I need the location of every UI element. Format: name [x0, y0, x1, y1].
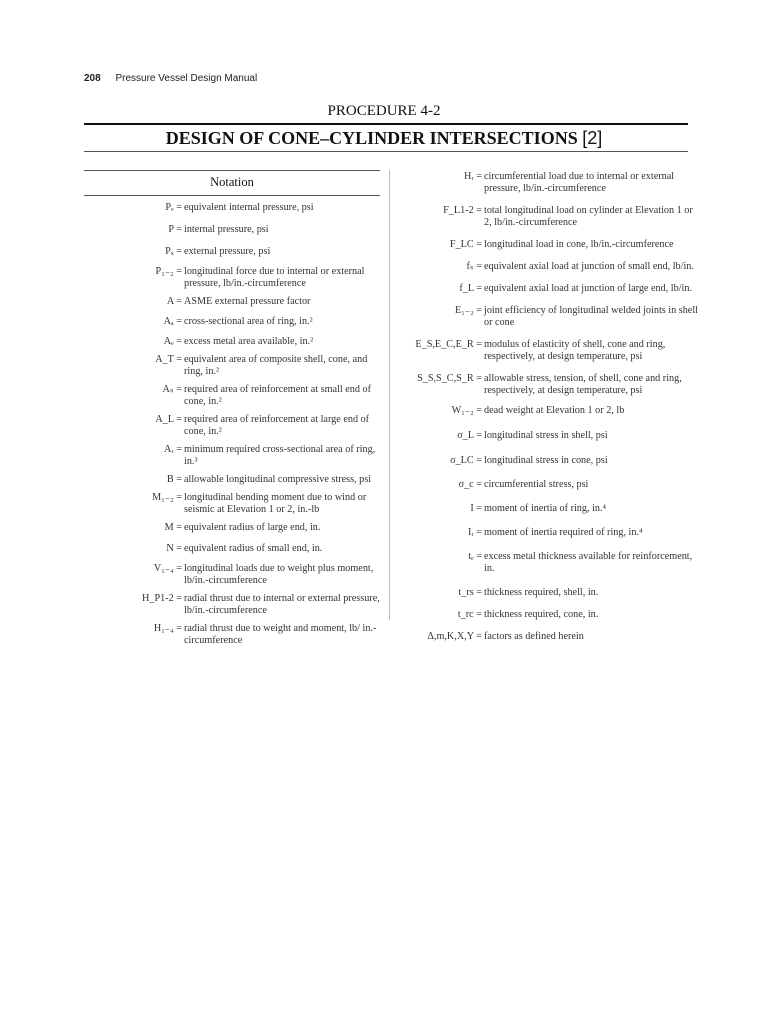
notation-symbol: F_L1-2 = [443, 205, 482, 216]
notation-symbol: A = [166, 296, 182, 307]
notation-symbol: F_LC = [449, 239, 482, 250]
notation-symbol: B = [166, 474, 182, 485]
notation-entry [84, 336, 384, 348]
notation-description: longitudinal stress in shell, psi [484, 430, 608, 441]
notation-symbol: σ_L = [457, 430, 482, 441]
notation-entry [84, 474, 384, 486]
notation-description: ASME external pressure factor [184, 296, 311, 307]
notation-description: longitudinal loads due to weight plus moment, lb/in.-circumference [184, 563, 374, 586]
notation-entry [410, 239, 700, 251]
notation-right-column [410, 171, 700, 643]
notation-entry [410, 631, 700, 643]
notation-description: longitudinal stress in cone, psi [484, 455, 608, 466]
notation-description: thickness required, cone, in. [484, 609, 599, 620]
notation-description: modulus of elasticity of shell, cone and ring, respectively, at design temperature, psi [484, 339, 666, 362]
notation-symbol: Pₑ = [165, 202, 182, 213]
notation-description: moment of inertia required of ring, in.⁴ [484, 527, 643, 538]
notation-symbol: Δ,m,K,X,Y = [427, 631, 482, 642]
notation-description: internal pressure, psi [184, 224, 269, 235]
notation-description: external pressure, psi [184, 246, 271, 257]
notation-symbol: Aₐ = [163, 316, 182, 327]
notation-left-column [84, 202, 384, 647]
notation-description: factors as defined herein [484, 631, 584, 642]
notation-symbol: M₁₋₂ = [152, 492, 182, 503]
notation-entry [410, 609, 700, 621]
notation-symbol: Aₛ = [162, 384, 182, 395]
notation-rule-top [84, 170, 380, 171]
notation-symbol: M = [164, 522, 182, 533]
notation-symbol: A_L = [155, 414, 182, 425]
notation-description: equivalent radius of large end, in. [184, 522, 321, 533]
notation-entry [84, 266, 384, 290]
notation-entry [410, 261, 700, 273]
notation-description: allowable longitudinal compressive stress, psi [184, 474, 372, 485]
notation-symbol: tₑ = [468, 551, 482, 562]
notation-symbol: N = [166, 543, 182, 554]
notation-description: excess metal thickness available for reinforcement, in. [484, 551, 693, 574]
page-header [84, 73, 257, 84]
notation-symbol: Aₑ = [163, 336, 182, 347]
notation-symbol: Iᵣ = [467, 527, 482, 538]
column-divider [389, 170, 390, 620]
notation-entry [410, 551, 700, 575]
notation-description: minimum required cross-sectional area of ring, in.³ [184, 444, 376, 467]
title-rule-bottom [84, 151, 688, 152]
notation-entry [84, 543, 384, 555]
notation-entry [84, 563, 384, 587]
notation-entry [84, 522, 384, 534]
notation-symbol: Hᵣ = [464, 171, 482, 182]
notation-description: longitudinal bending moment due to wind or seismic at Elevation 1 or 2, in.-lb [184, 492, 367, 515]
notation-heading: Notation [210, 175, 254, 189]
notation-entry [410, 503, 700, 515]
notation-description: joint efficiency of longitudinal welded joints in shell or cone [484, 305, 698, 328]
notation-description: equivalent internal pressure, psi [184, 202, 314, 213]
notation-entry [410, 455, 700, 467]
notation-entry [410, 405, 700, 417]
notation-symbol: Pₓ = [165, 246, 182, 257]
notation-entry [84, 623, 384, 647]
notation-description: total longitudinal load on cylinder at Elevation 1 or 2, lb/in.-circumference [484, 205, 693, 228]
notation-description: circumferential load due to internal or external pressure, lb/in.-circumference [484, 171, 675, 194]
notation-symbol: W₁₋₂ = [451, 405, 482, 416]
notation-entry [410, 479, 700, 491]
title-reference: [2] [582, 128, 603, 148]
notation-description: equivalent axial load at junction of small end, lb/in. [484, 261, 694, 272]
notation-description: radial thrust due to internal or external pressure, lb/in.-circumference [184, 593, 380, 616]
notation-entry [84, 593, 384, 617]
book-title: Pressure Vessel Design Manual [115, 73, 258, 84]
notation-entry [84, 224, 384, 236]
notation-symbol: fₛ = [466, 261, 482, 272]
notation-entry [84, 316, 384, 328]
page-title [0, 128, 768, 149]
notation-entry [84, 246, 384, 258]
notation-description: longitudinal force due to internal or external pressure, lb/in.-circumference [184, 266, 365, 289]
notation-symbol: f_L = [459, 283, 482, 294]
notation-description: equivalent radius of small end, in. [184, 543, 323, 554]
notation-entry [410, 305, 700, 329]
notation-description: required area of reinforcement at small end of cone, in.² [184, 384, 371, 407]
notation-symbol: H₁₋₄ = [153, 623, 182, 634]
notation-rule-bottom [84, 195, 380, 196]
notation-symbol: H_P1-2 = [142, 593, 182, 604]
notation-entry [84, 354, 384, 378]
notation-description: equivalent axial load at junction of large end, lb/in. [484, 283, 693, 294]
notation-symbol: P = [168, 224, 182, 235]
notation-symbol: σ_LC = [450, 455, 482, 466]
notation-entry [410, 430, 700, 442]
notation-symbol: A_T = [155, 354, 182, 365]
notation-description: equivalent area of composite shell, cone, and ring, in.² [184, 354, 368, 377]
notation-entry [84, 202, 384, 214]
notation-entry [410, 373, 700, 397]
notation-symbol: P₁₋₂ = [155, 266, 182, 277]
notation-entry [84, 492, 384, 516]
procedure-number: PROCEDURE 4-2 [327, 103, 441, 119]
notation-symbol: E₁₋₂ = [455, 305, 482, 316]
notation-entry [410, 205, 700, 229]
notation-entry [410, 339, 700, 363]
notation-description: dead weight at Elevation 1 or 2, lb [484, 405, 625, 416]
notation-entry [84, 296, 384, 308]
notation-symbol: V₁₋₄ = [153, 563, 182, 574]
notation-description: excess metal area available, in.² [184, 336, 314, 347]
page-number: 208 [84, 73, 101, 84]
notation-symbol: σ_c = [458, 479, 482, 490]
notation-description: required area of reinforcement at large end of cone, in.² [184, 414, 370, 437]
notation-symbol: Aᵣ = [164, 444, 182, 455]
notation-symbol: E_S,E_C,E_R = [415, 339, 482, 350]
notation-symbol: t_rs = [458, 587, 482, 598]
notation-description: cross-sectional area of ring, in.² [184, 316, 313, 327]
title-main: DESIGN OF CONE–CYLINDER INTERSECTIONS [165, 128, 578, 148]
notation-description: allowable stress, tension, of shell, cone and ring, respectively, at design temperature, psi [484, 373, 682, 396]
notation-symbol: S_S,S_C,S_R = [417, 373, 482, 384]
notation-entry [410, 587, 700, 599]
notation-entry [410, 527, 700, 539]
notation-entry [410, 171, 700, 195]
notation-description: radial thrust due to weight and moment, lb/ in.-circumference [184, 623, 377, 646]
notation-entry [84, 414, 384, 438]
notation-symbol: I = [470, 503, 482, 514]
notation-entry [410, 283, 700, 295]
notation-description: thickness required, shell, in. [484, 587, 599, 598]
notation-description: circumferential stress, psi [484, 479, 589, 490]
notation-entry [84, 444, 384, 468]
notation-description: longitudinal load in cone, lb/in.-circumference [484, 239, 674, 250]
notation-entry [84, 384, 384, 408]
notation-description: moment of inertia of ring, in.⁴ [484, 503, 607, 514]
title-rule-top [84, 123, 688, 125]
notation-symbol: t_rc = [457, 609, 482, 620]
